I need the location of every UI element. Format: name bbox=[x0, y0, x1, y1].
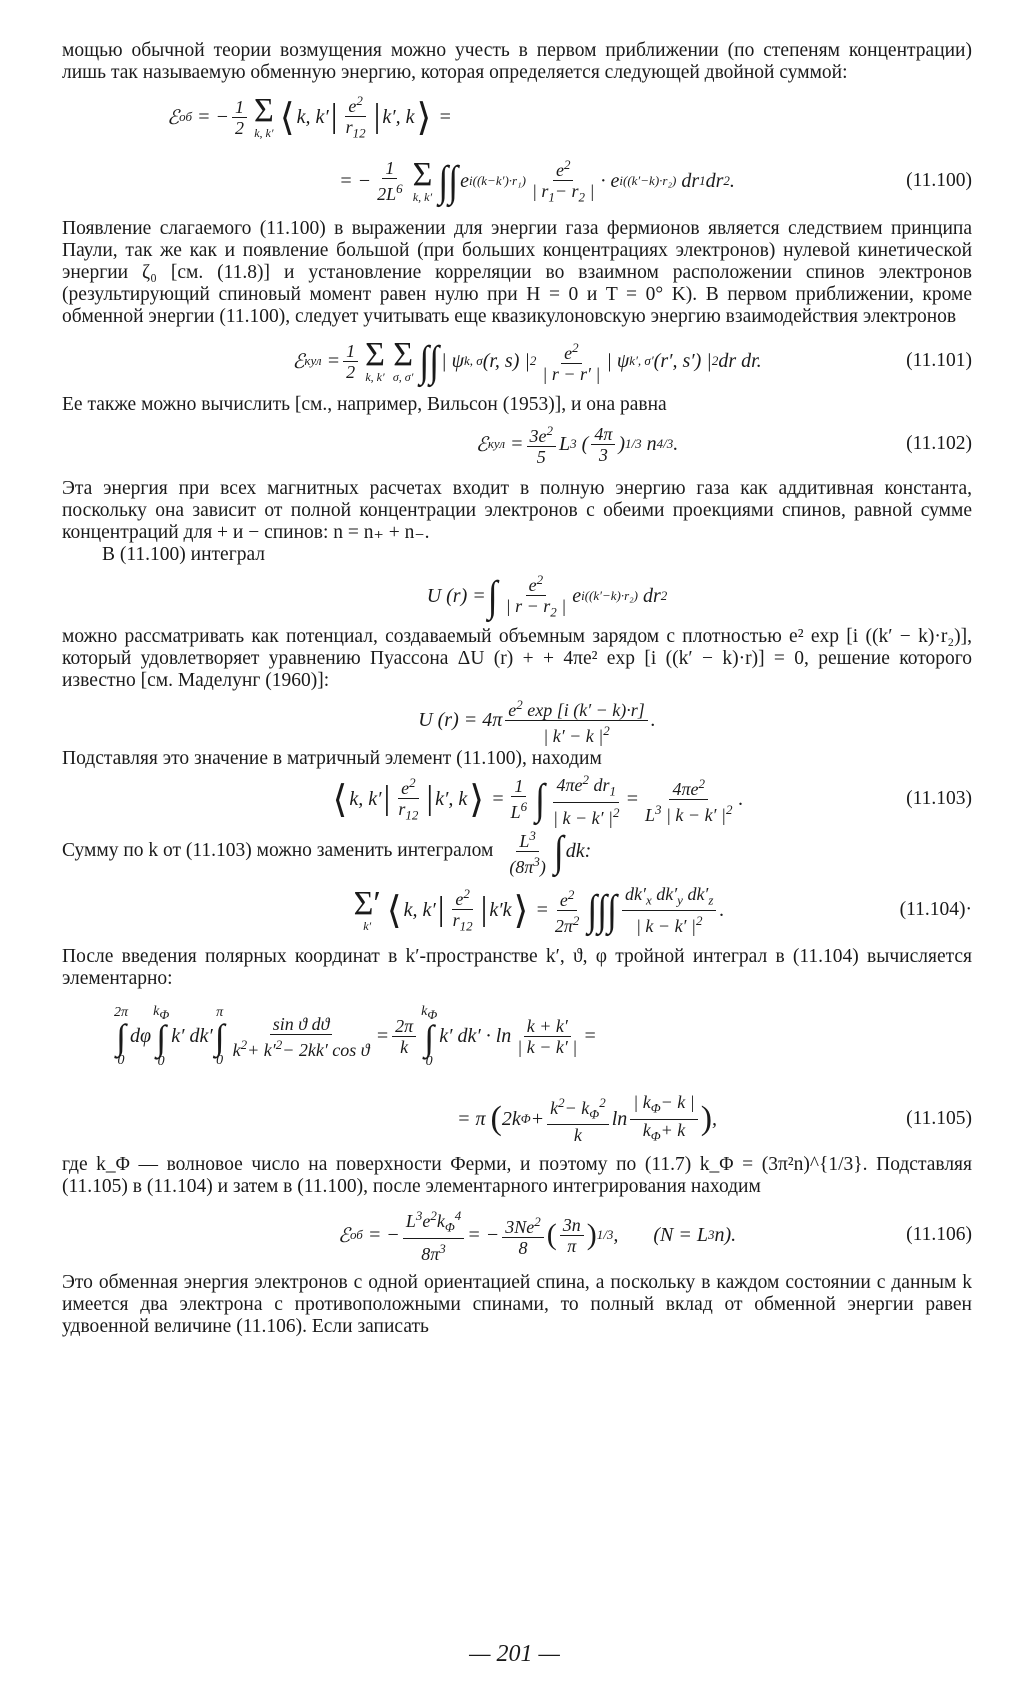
equation-number: (11.105) bbox=[906, 1108, 972, 1129]
equation-number: (11.101) bbox=[906, 350, 972, 371]
equation-text: ℰ кул = $\frac{1}{2}$ Σ k, k′ Σ σ, σ′ ∫∫ | ψ k, σ (r, s) | 2 $\frac{e^2}{| r - r' |}$ | ψ k′, σ′ (r′, s′) | 2 dr dr. bbox=[292, 336, 762, 385]
equation-U bbox=[62, 566, 972, 626]
page-body bbox=[62, 40, 972, 1338]
paragraph-9: После введения полярных координат в k′-пространстве k′, ϑ, φ тройной интеграл в (11.104) вычисляется элементарно: bbox=[62, 946, 972, 989]
equation-text: U (r) = ∫ $\frac{e^2}{| r - r_2 |}$ e i((k′−k)·r₂) dr 2 bbox=[426, 571, 668, 620]
equation-text: Σ′ k′ ⟨ k, k′ | $\frac{e^2}{r_{12}}$ | k′k ⟩ = $\frac{e^2}{2\pi^2}$ ∫∫∫ $\frac{dk'_x dk'_y dk'_z}{| k - k' |^2}$ . bbox=[353, 883, 725, 937]
equation-text: ℰ об = − $\frac{1}{2}$ Σ k, k′ ⟨ k, k′ | $\frac{e^2}{r_{12}}$ | k′, k ⟩ = bbox=[167, 92, 452, 141]
paragraph-4: Эта энергия при всех магнитных расчетах входит в полную энергию газа как аддитивная константа, поскольку она зависит от полной концентрации электронов с обеими проекциями спинов, равной сумме концентраций для + и − спинов: n = n₊ + n₋. bbox=[62, 478, 972, 543]
equation-text: U (r) = 4π $\frac{e^2 \exp [i (k' - k)\cdot r]}{| k' - k |^2}$ . bbox=[418, 696, 656, 746]
equation-11-106 bbox=[62, 1198, 972, 1272]
paragraph-11: Это обменная энергия электронов с одной ориентацией спина, а поскольку в каждом состоянии с данным k имеется два электрона с противоположными спинами, то полный вклад от обменной энергии равен удвоенной величине (11.106). Если записать bbox=[62, 1272, 972, 1337]
paragraph-3: Ее также можно вычислить [см., например, Вильсон (1953)], и она равна bbox=[62, 394, 667, 415]
equation-11-100-line1 bbox=[62, 84, 972, 150]
inline-integral: $\frac{L^3}{(8\pi^3)}$ ∫ dk: bbox=[509, 827, 592, 877]
paragraph-7: Подставляя это значение в матричный элемент (11.100), находим bbox=[62, 748, 602, 769]
equation-11-103 bbox=[62, 770, 972, 828]
equation-text: ℰ кул = $\frac{3e^2}{5}$ L 3 ( $\frac{4\pi}{3}$ ) 1/3 n 4/3 . bbox=[475, 423, 679, 467]
paragraph-10: где k_Φ — волновое число на поверхности Ферми, и поэтому по (11.7) k_Φ = (3π²n)^{1/3}. Подставляя (11.105) в (11.104) и затем в (11.100), после элементарного интегрирования находим bbox=[62, 1154, 972, 1197]
equation-text: ⟨ k, k′ | $\frac{e^2}{r_{12}}$ | k′, k ⟩ = $\frac{1}{L^6}$ ∫ $\frac{4\pi e^2 dr_1}{| k - k' |^2}$ = $\frac{4\pi e^2}{L^3 | k - k' |^2}$ . bbox=[332, 772, 744, 828]
equation-U-solution bbox=[62, 692, 972, 748]
equation-number: (11.100) bbox=[906, 170, 972, 191]
equation-text: = π ( 2k Φ + $\frac{k^2- k_\Phi^2}{k}$ ln $\frac{| k_\Phi- k |}{k_\Phi+ k}$ ) , bbox=[457, 1091, 718, 1146]
equation-text: 2π ∫ 0 dφ kΦ ∫ 0 k′ dk′ π ∫ 0 $\frac{\text{sin ϑ dϑ}}{k^2+ k'^2- 2kk' \cos ϑ}$ = $\frac{2\pi}{k}$ kΦ ∫ 0 k′ dk′ · ln $\frac{k + k'}{| k - k' |}$ = bbox=[114, 1003, 597, 1070]
equation-11-105-line1 bbox=[62, 990, 972, 1084]
equation-text: = − $\frac{1}{2L^6}$ Σ k, k′ ∫∫ e i((k−k′)·r₁) $\frac{e^2}{| r_1- r_2 |}$ · e i((k′−k)·r₂) dr 1 dr 2 . bbox=[339, 156, 735, 205]
equation-text: ℰ об = − $\frac{L^3e^2k_\Phi^4}{8\pi^3}$ = − $\frac{3Ne^2}{8}$ ( $\frac{3n}{\pi}$ ) 1/3 , (N = L 3 n). bbox=[337, 1208, 737, 1264]
equation-11-100-line2 bbox=[62, 150, 972, 212]
equation-11-102 bbox=[62, 416, 972, 472]
paragraph-5: В (11.100) интеграл bbox=[102, 544, 265, 565]
equation-number: (11.103) bbox=[906, 788, 972, 809]
page-number: — 201 — bbox=[469, 1641, 560, 1667]
paragraph-6: можно рассматривать как потенциал, создаваемый объемным зарядом с плотностью e² exp [i ((k′ − k)·r₂)], который удовлетворяет уравнению Пуассона ΔU (r) + + 4πe² exp [i ((k′ − k)·r)] = 0, решение которого известно [см. Маделунг (1960)]: bbox=[62, 626, 972, 691]
equation-number: (11.102) bbox=[906, 433, 972, 454]
paragraph-1: мощью обычной теории возмущения можно учесть в первом приближении (по степеням концентрации) лишь так называемую обменную энергию, которая определяется следующей двойной суммой: bbox=[62, 40, 972, 83]
equation-11-101 bbox=[62, 328, 972, 394]
equation-11-104 bbox=[62, 874, 972, 946]
equation-11-105-line2 bbox=[62, 1084, 972, 1154]
sum-replacement-line bbox=[62, 827, 972, 877]
equation-number: (11.106) bbox=[906, 1224, 972, 1245]
paragraph-8: Сумму по k от (11.103) можно заменить интегралом bbox=[62, 840, 494, 861]
paragraph-2: Появление слагаемого (11.100) в выражении для энергии газа фермионов является следствием принципа Паули, так же как и появление большой (при больших концентрациях электронов) нулевой кинетической энергии ζ₀ [см. (11.8)] и установление корреляции во взаимном расположении спинов электронов (результирующий спиновый момент равен нулю при H = 0 и T = 0° K). В первом приближении, кроме обменной энергии (11.100), следует учитывать еще квазикулоновскую энергию взаимодействия электронов bbox=[62, 218, 972, 327]
equation-number: (11.104)· bbox=[899, 899, 972, 920]
